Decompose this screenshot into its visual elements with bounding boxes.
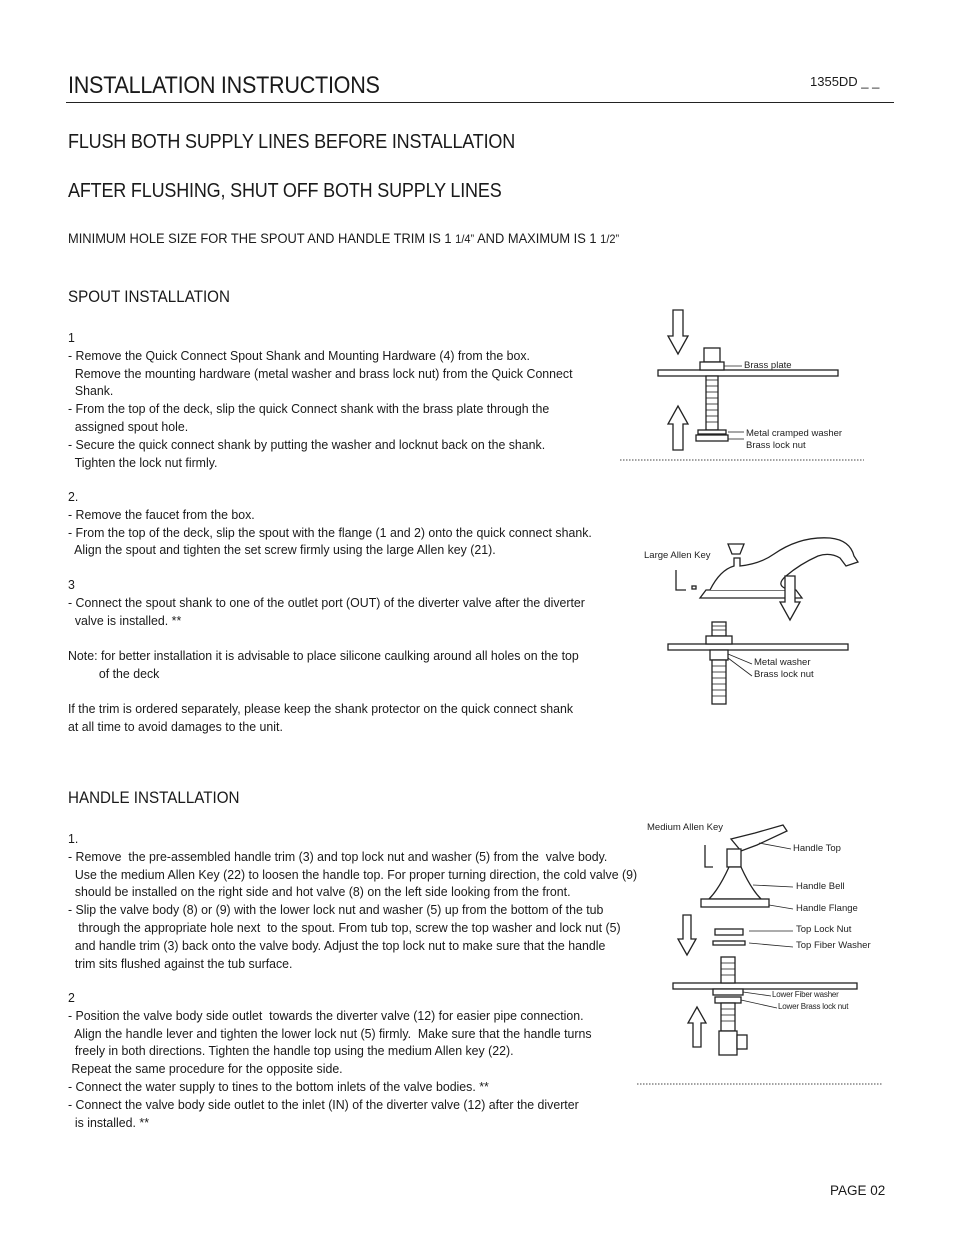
label-top-fiber-washer: Top Fiber Washer xyxy=(796,940,871,951)
spout-step-3: 3 - Connect the spout shank to one of the outlet port (OUT) of the diverter valve after the diverter valve is installed. ** xyxy=(68,577,585,628)
spout-heading: SPOUT INSTALLATION xyxy=(68,288,230,306)
page-title: INSTALLATION INSTRUCTIONS xyxy=(68,72,380,99)
spout-step-1: 1 - Remove the Quick Connect Spout Shank and Mounting Hardware (4) from the box. Remove the mounting hardware (metal washer and brass lock nut) from the Quick Connect Shank. - From the top of the deck, slip the quick Connect shank with the brass plate through the assigned spout hole. - Secure the quick connect shank by putting the washer and locknut back on the shank. Tighten the lock nut firmly. xyxy=(68,330,573,470)
flush-notice: FLUSH BOTH SUPPLY LINES BEFORE INSTALLATION xyxy=(68,131,516,153)
label-handle-bell: Handle Bell xyxy=(796,881,845,892)
hole-size-mid: AND MAXIMUM IS 1 xyxy=(474,230,601,246)
shutoff-notice: AFTER FLUSHING, SHUT OFF BOTH SUPPLY LINES xyxy=(68,180,502,202)
label-handle-flange: Handle Flange xyxy=(796,903,858,914)
label-large-allen-key: Large Allen Key xyxy=(644,550,711,561)
handle-step-1: 1. - Remove the pre-assembled handle trim (3) and top lock nut and washer (5) from the valve body. Use the medium Allen Key (22) to loosen the handle top. For proper turning direction, the cold valve (9) should be installed on the right side and hot valve (8) on the left side looking from the front. - Slip the valve body (8) or (9) with the lower lock nut and washer (5) up from the bottom of the tub through the appropriate hole next to the spout. From tub top, screw the top washer and lock nut (5) and handle trim (3) back onto the valve body. Adjust the top lock nut to make sure that the handle trim sits flushed against the tub surface. xyxy=(68,831,638,971)
label-brass-lock-nut: Brass lock nut xyxy=(746,440,806,451)
hole-min-fraction: 1/4” xyxy=(455,232,475,246)
spout-step-2: 2. - Remove the faucet from the box. - From the top of the deck, slip the spout with the flange (1 and 2) onto the quick connect shank. Align the spout and tighten the set screw firmly using the large Allen key (21). xyxy=(68,489,592,558)
label-metal-cramped-washer: Metal cramped washer xyxy=(746,428,843,439)
shank-protector-note: If the trim is ordered separately, please keep the shank protector on the quick connect shank at all time to avoid damages to the unit. xyxy=(68,701,574,734)
label-metal-washer: Metal washer xyxy=(754,657,811,668)
label-spout-brass-lock-nut: Brass lock nut xyxy=(754,669,814,680)
label-medium-allen-key: Medium Allen Key xyxy=(647,822,724,833)
handle-heading: HANDLE INSTALLATION xyxy=(68,789,240,807)
label-top-lock-nut: Top Lock Nut xyxy=(796,924,852,935)
label-lower-brass-lock-nut: Lower Brass lock nut xyxy=(778,1002,849,1011)
page-number: PAGE 02 xyxy=(830,1183,886,1198)
hole-size-prefix: MINIMUM HOLE SIZE FOR THE SPOUT AND HANDLE TRIM IS 1 xyxy=(68,230,456,246)
label-brass-plate: Brass plate xyxy=(744,360,792,371)
hole-max-fraction: 1/2” xyxy=(600,232,620,246)
spout-note: Note: for better installation it is advisable to place silicone caulking around all holes on the top of the deck xyxy=(68,648,579,681)
header-rule xyxy=(66,102,894,103)
model-number: 1355DD _ _ xyxy=(810,74,880,89)
label-lower-fiber-washer: Lower Fiber washer xyxy=(772,990,839,999)
spout-diagram xyxy=(640,530,880,715)
label-handle-top: Handle Top xyxy=(793,843,841,854)
hole-size-notice xyxy=(68,230,619,246)
handle-diagram xyxy=(635,815,885,1095)
handle-step-2: 2 - Position the valve body side outlet towards the diverter valve (12) for easier pipe connection. Align the handle lever and tighten the lower lock nut (5) firmly. Make sure that the handle turns freely in both directions. Tighten the handle top using the medium Allen key (22). Repeat the same procedure for the opposite side. - Connect the water supply to tines to the bottom inlets of the valve bodies. ** - Connect the valve body side outlet to the inlet (IN) of the diverter valve (12) after the diverter is installed. ** xyxy=(68,990,592,1130)
shank-diagram xyxy=(600,300,880,470)
